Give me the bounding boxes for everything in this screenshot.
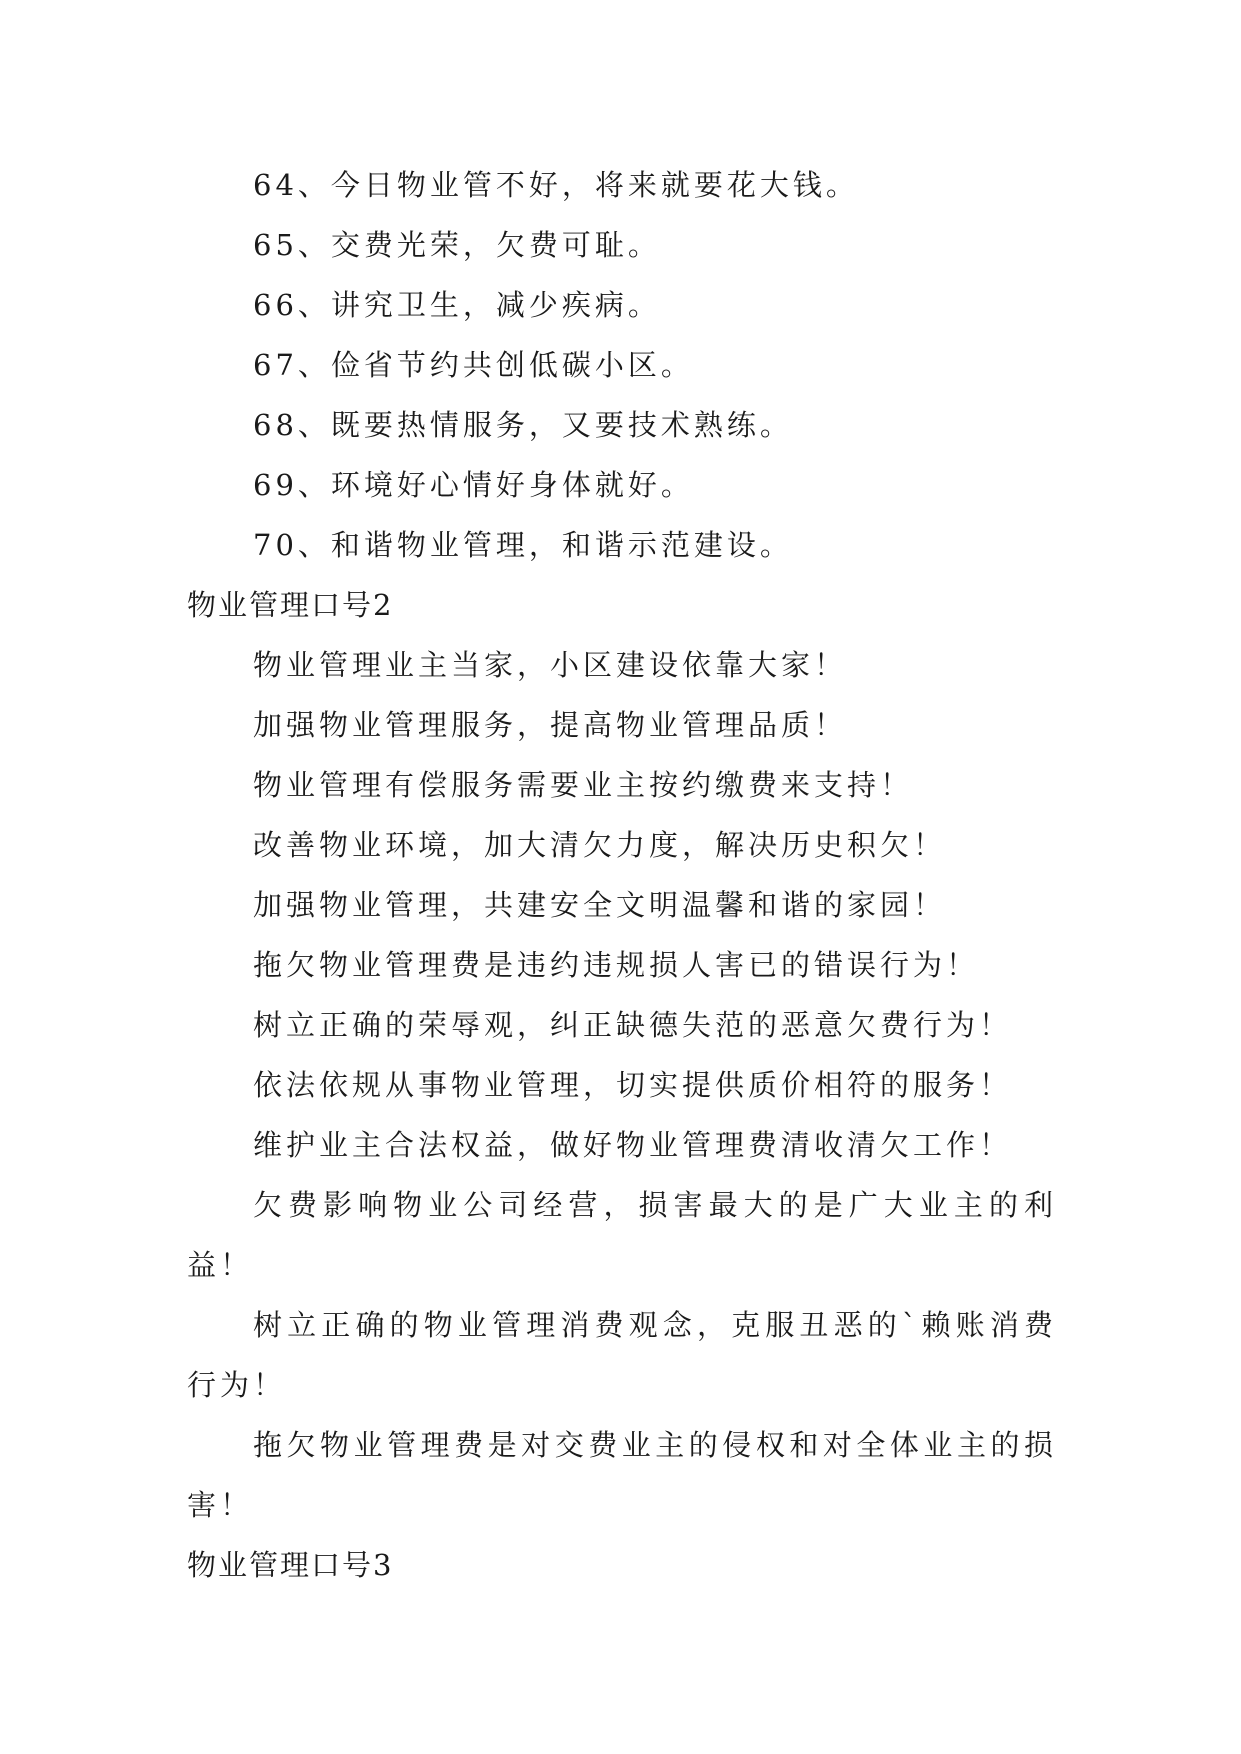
section2-paragraph: 欠费影响物业公司经营，损害最大的是广大业主的利益！ <box>187 1188 1057 1282</box>
document-body <box>187 155 1057 1595</box>
slogan-item-67: 67、俭省节约共创低碳小区。 <box>253 348 694 382</box>
section2-slogan: 加强物业管理，共建安全文明温馨和谐的家园！ <box>253 888 947 922</box>
section2-slogan: 依法依规从事物业管理，切实提供质价相符的服务！ <box>253 1068 1013 1102</box>
section2-paragraph: 树立正确的物业管理消费观念，克服丑恶的`赖账消费行为！ <box>187 1308 1057 1402</box>
section2-slogan: 物业管理有偿服务需要业主按约缴费来支持！ <box>253 768 914 802</box>
slogan-item-68: 68、既要热情服务，又要技术熟练。 <box>253 408 793 442</box>
slogan-item-65: 65、交费光荣，欠费可耻。 <box>253 228 661 262</box>
slogan-item-70: 70、和谐物业管理，和谐示范建设。 <box>253 528 793 562</box>
section2-slogan: 加强物业管理服务，提高物业管理品质！ <box>253 708 848 742</box>
section2-paragraph: 拖欠物业管理费是对交费业主的侵权和对全体业主的损害！ <box>187 1428 1057 1522</box>
section2-slogan: 改善物业环境，加大清欠力度，解决历史积欠！ <box>253 828 947 862</box>
section2-slogan: 维护业主合法权益，做好物业管理费清收清欠工作！ <box>253 1128 1013 1162</box>
slogan-item-69: 69、环境好心情好身体就好。 <box>253 468 694 502</box>
section2-slogan: 物业管理业主当家，小区建设依靠大家！ <box>253 648 848 682</box>
section2-slogan: 树立正确的荣辱观，纠正缺德失范的恶意欠费行为！ <box>253 1008 1013 1042</box>
section-heading-2: 物业管理口号2 <box>187 588 394 622</box>
section-heading-3: 物业管理口号3 <box>187 1548 394 1582</box>
section2-slogan: 拖欠物业管理费是违约违规损人害已的错误行为！ <box>253 948 980 982</box>
slogan-item-66: 66、讲究卫生，减少疾病。 <box>253 288 661 322</box>
slogan-item-64: 64、今日物业管不好，将来就要花大钱。 <box>253 168 859 202</box>
